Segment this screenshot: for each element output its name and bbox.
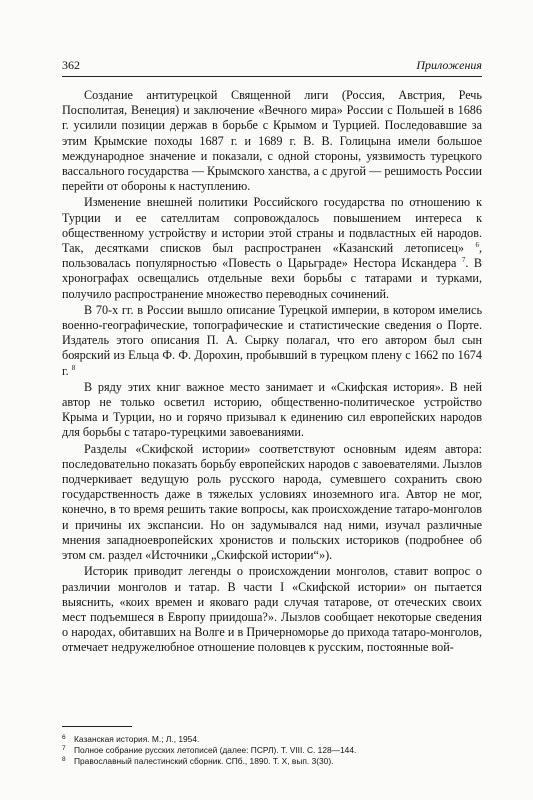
footnote-text: Полное собрание русских летописей (далее: ПСРЛ). Т. VIII. С. 128—144. <box>74 745 357 755</box>
footnote-text: Православный палестинский сборник. СПб., 1890. Т. X, вып. 3(30). <box>74 756 334 766</box>
paragraph <box>62 442 482 564</box>
footnote <box>62 756 482 767</box>
paragraph <box>62 303 482 379</box>
footnote <box>62 745 482 756</box>
text-run: . В хронографах освещались отдельные вехи борьбы с татарами и турками, получило распространение множество переводных сочинений. <box>62 256 482 301</box>
text-run: Создание антитурецкой Священной лиги (Россия, Австрия, Речь Посполитая, Венеция) и заключение «Вечного мира» России с Польшей в 1686 г. усилили позиции держав в борьбе с Крымом и Турцией. Последовавшие за этим Крымские походы 1687 г. и 1689 г. В. В. Голицына имели большое международное значение и показали, с одной стороны, уязвимость турецкого вассального государства — Крымского ханства, а с другой — решимость России перейти от обороны к наступлению. <box>62 88 482 194</box>
footnote-marker: 6 <box>475 241 479 250</box>
text-run: , пользовалась популярностью «Повесть о Царьграде» Нестора Искандера <box>62 241 482 271</box>
footnotes <box>62 734 482 767</box>
footnote-text: Казанская история. М.; Л., 1954. <box>74 734 200 744</box>
footnote <box>62 734 482 745</box>
footnote-number: 6 <box>62 734 66 741</box>
footnote-marker: 8 <box>71 363 76 372</box>
footnote-number: 8 <box>62 756 66 763</box>
text-run: В 70-х гг. в России вышло описание Турецкой империи, в котором имелись военно-географические, топографические и статистические сведения о Порте. Издатель этого описания П. А. Сырку полагал, что его автором был сын боярский из Ельца Ф. Ф. Дорохин, пробывший в турецком плену с 1662 по 1674 г. <box>62 302 482 378</box>
footnote-marker: 7 <box>461 256 466 265</box>
paragraph <box>62 380 482 441</box>
text-run: Изменение внешней политики Российского государства по отношению к Турции и ее сателлитам сопровождалось повышением интереса к общественному устройству и истории этой страны и подвластных ей народов. Так, десятками списков был распространен «Казанский летописец» <box>62 195 482 256</box>
text-run: Разделы «Скифской истории» соответствуют основным идеям автора: последовательно показать борьбу европейских народов с завоевателями. Лызлов подчеркивает ведущую роль русского народа, сумевшего сохранить свою государственность даже в тяжелых условиях иноземного ига. Автор не мог, конечно, в то время решить такие вопросы, как происхождение татаро-монголов и причины их экспансии. Но он задумывался над ними, изучал различные мнения западноевропейских хронистов и польских историков (подробнее об этом см. раздел «Источники „Скифской истории“»). <box>62 441 482 563</box>
body-text <box>62 88 482 657</box>
text-run: В ряду этих книг важное место занимает и «Скифская история». В ней автор не только осветил историю, общественно-политическое устройство Крыма и Турции, но и горячо призывал к единению сил европейских народов для борьбы с татаро-турецкими завоеваниями. <box>62 379 482 440</box>
footnote-number: 7 <box>62 745 66 752</box>
header-rule <box>62 76 482 77</box>
paragraph <box>62 564 482 655</box>
page-header <box>62 58 482 74</box>
text-run: Историк приводит легенды о происхождении монголов, ставит вопрос о различии монголов и татар. В части I «Скифской истории» он пытается выяснить, «коих времен и яковаго ради случая татарове, от отеческих своих мест подъемшеся в Европу приидоша?». Лызлов сообщает некоторые сведения о народах, обитавших на Волге и в Причерноморье до прихода татаро-монголов, отмечает недружелюбное отношение половцев к русским, постоянные вой- <box>62 564 482 655</box>
running-head: Приложения <box>416 58 482 72</box>
paragraph <box>62 195 482 301</box>
footnote-rule <box>62 726 132 727</box>
paragraph <box>62 88 482 194</box>
page-number: 362 <box>62 58 80 72</box>
